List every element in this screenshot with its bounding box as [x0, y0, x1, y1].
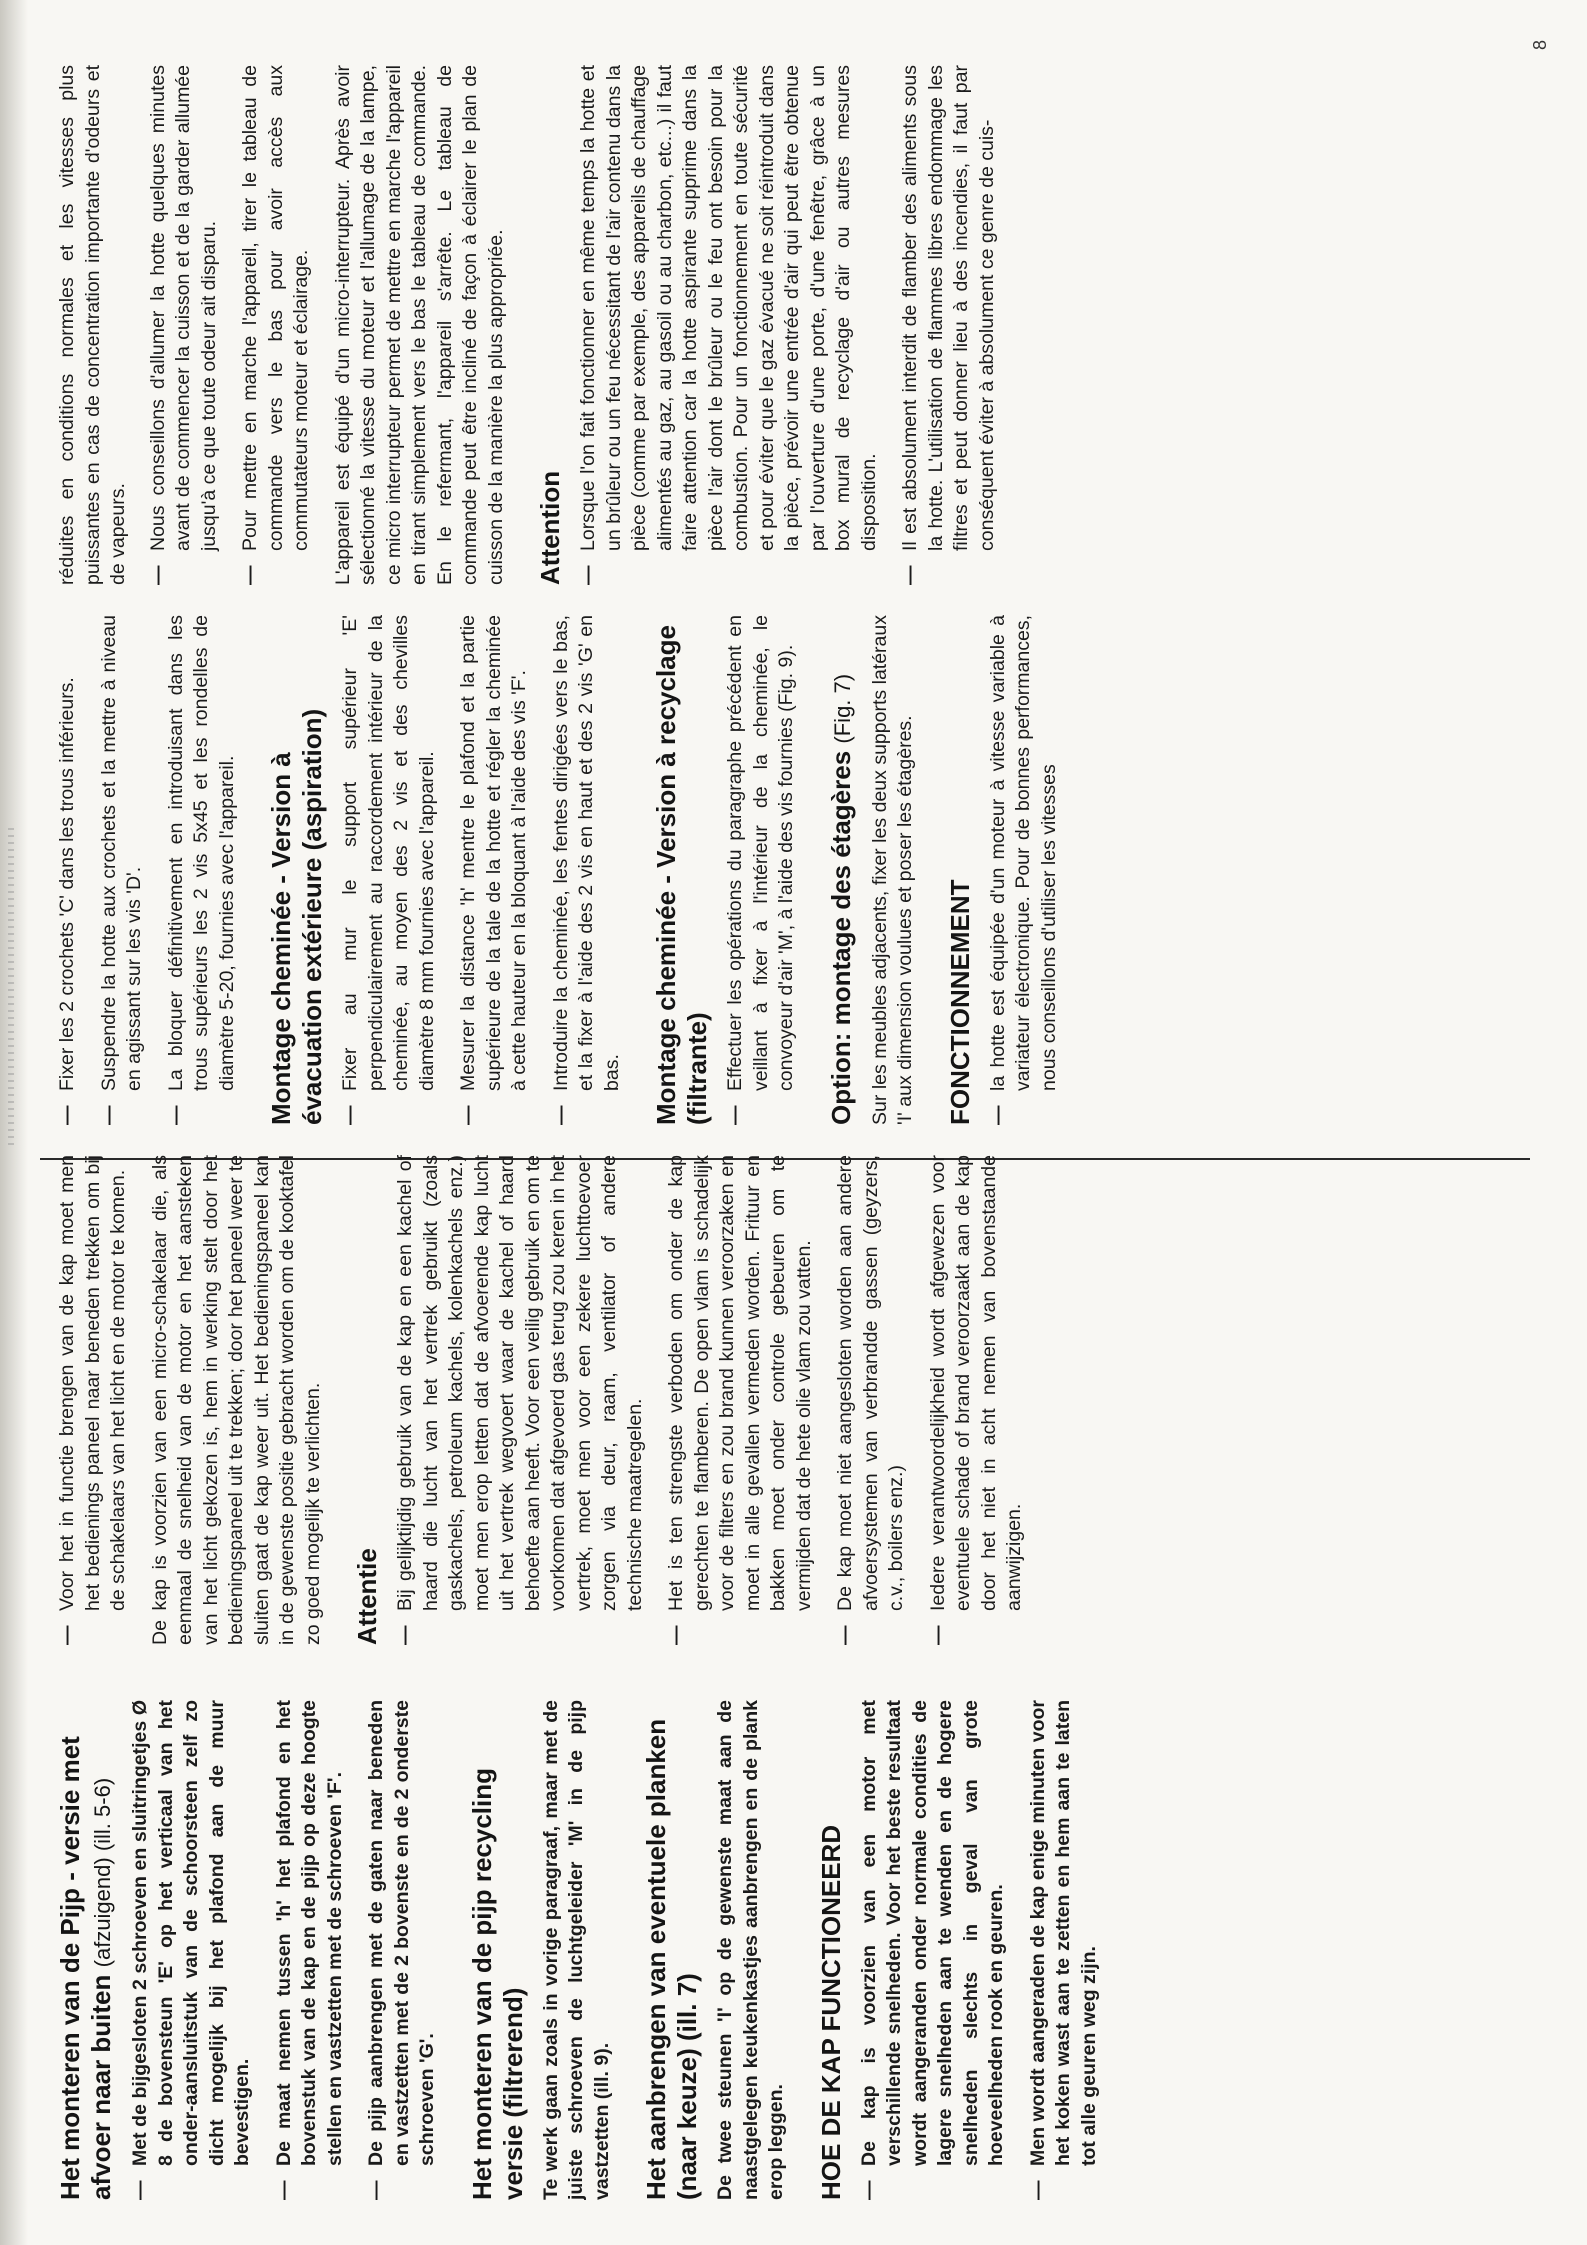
bullet-dash: —: [394, 1625, 416, 1645]
bullet-dash: —: [164, 1105, 187, 1125]
bullet-dash: —: [146, 565, 169, 585]
paragraph: Sur les meubles adjacents, fixer les deux supports latéraux 'I' aux dimension voulues et poser les étagères.: [868, 615, 916, 1125]
section-heading: [467, 1700, 529, 2200]
section-heading: [651, 615, 713, 1125]
instruction-item: [97, 615, 148, 1125]
column-dutch-installation: [55, 1700, 1505, 2200]
bullet-dash: —: [56, 1105, 78, 1125]
bullet-dash: —: [97, 1105, 120, 1125]
instruction-item: [898, 65, 1000, 585]
instruction-item: [926, 1155, 1028, 1645]
instruction-text: La bloquer définitivement en introduisant dans les trous supérieurs les 2 vis 5x45 et les rondelles de diamètre 5-20, fournies avec l'appareil.: [164, 615, 238, 1091]
instruction-item: [723, 615, 800, 1125]
bullet-dash: —: [272, 2180, 295, 2200]
instruction-text: Pour mettre en marche l'appareil, tirer le tableau de commande vers le bas pour avoir accès aux commutateurs moteur et éclairage.: [239, 65, 312, 551]
section-heading-text: Het monteren van de Pijp - versie met afvoer naar buiten: [55, 1736, 116, 2200]
section-heading-text: FONCTIONNEMENT: [944, 879, 975, 1125]
instruction-item: [238, 65, 315, 585]
section-heading-text: Attention: [535, 470, 565, 585]
instruction-item: [664, 1155, 817, 1645]
paragraph: Te werk gaan zoals in vorige paragraaf, maar met de juiste schroeven de luchtgeleider 'M' in de pijp vastzetten (ill. 9).: [539, 1700, 613, 2200]
scan-speckle: [8, 825, 14, 1145]
paragraph: réduites en conditions normales et les vitesses plus puissantes en cas de concentration importante d'odeurs et de vapeurs.: [56, 65, 129, 585]
section-heading-reference: (afzuigend) (ill. 5-6): [90, 1777, 115, 1968]
bullet-dash: —: [457, 1105, 479, 1125]
section-heading: [535, 65, 566, 585]
instruction-text: Met de bijgesloten 2 schroeven en sluitringetjes Ø 8 de bovensteun 'E' op het verticaal van het onder-aansluitstuk van de schoorsteen zelf zo dicht mogelijk bij het plafond aan de muur bevestigen.: [129, 1700, 253, 2166]
section-heading-text: Montage cheminée - Version à recyclage (filtrante): [651, 625, 712, 1125]
instruction-text: Suspendre la hotte aux crochets et la mettre à niveau en agissant sur les vis 'D'.: [97, 615, 145, 1091]
instruction-item: [986, 615, 1063, 1125]
instruction-text: Introduire la cheminée, les fentes dirigées vers le bas, et la fixer à l'aide des 2 vis en haut et des 2 vis 'G' en bas.: [549, 615, 623, 1091]
bullet-dash: —: [239, 565, 261, 585]
instruction-text: De maat nemen tussen 'h' het plafond en het bovenstuk van de kap en de pijp op deze hoogte stellen en vastzetten met de schroeven 'F'.: [272, 1700, 346, 2166]
instruction-text: Effectuer les opérations du paragraphe précédent en veillant à fixer à l'intérieur de la cheminée, le convoyeur d'air 'M', à l'aide des vis fournies (Fig. 9).: [724, 615, 797, 1091]
column-french-installation: [55, 615, 1505, 1125]
instruction-text: De kap moet niet aangesloten worden aan andere afvoersystemen van verbrandde gassen (geyzers, c.v., boilers enz.): [834, 1155, 907, 1611]
bullet-dash: —: [1026, 2180, 1049, 2200]
instruction-item: [857, 1700, 1010, 2200]
section-heading: [266, 615, 328, 1125]
instruction-text: De pijp aanbrengen met de gaten naar beneden en vastzetten met de 2 bovenste en de 2 onderste schroeven 'G'.: [365, 1700, 438, 2166]
bullet-dash: —: [857, 2180, 880, 2200]
section-heading: [641, 1700, 703, 2200]
section-heading: [55, 1700, 118, 2200]
instruction-text: Het is ten strengste verboden om onder de kap gerechten te flamberen. De open vlam is schadelijk voor de filters en zou brand kunnen veroorzaken en moet in alle gevallen vermeden worden. Frituur en bakken moet onder controle gebeuren om te vermijden dat de hete olie vlam zou vatten.: [665, 1155, 815, 1611]
paragraph: De twee steunen 'I' op de gewenste maat aan de naastgelegen keukenkastjes aanbrengen en de plank erop leggen.: [714, 1700, 787, 2200]
section-heading-text: Option: montage des étagères: [825, 750, 856, 1125]
bullet-dash: —: [549, 1105, 572, 1125]
scan-edge-shadow: [0, 0, 28, 2245]
bullet-dash: —: [834, 1625, 856, 1645]
bullet-dash: —: [899, 565, 921, 585]
instruction-text: Mesurer la distance 'h' mentre le plafond et la partie supérieure de la tale de la hotte et régler la cheminée à cette hauteur en la bloquant à l'aide des vis 'F'.: [457, 615, 530, 1091]
bullet-dash: —: [129, 2180, 151, 2200]
bullet-dash: —: [577, 565, 599, 585]
instruction-text: Bij gelijktijdig gebruik van de kap en een kachel of haard die lucht van het vertrek gebruikt (zoals gaskachels, petroleum kachels, kolenkachels enz.) moet men erop letten dat de afvoerende kap lucht uit het vertrek wegvoert waar de kachel of haard behoefte aan heeft. Voor een veilig gebruik en om te voorkomen dat afgevoerd gas terug zou keren in het vertrek, moet men voor een zekere luchttoevoer zorgen via deur, raam, ventilator of andere technische maatregelen.: [394, 1155, 646, 1611]
instruction-item: [272, 1700, 349, 2200]
bullet-dash: —: [724, 1105, 746, 1125]
page-number: 8: [1530, 39, 1550, 50]
instruction-text: Il est absolument interdit de flamber des aliments sous la hotte. L'utilisation de flammes libres endommage les filtres et peut donner lieu à des incendies, il faut par conséquent éviter à absolument ce genre de cuis-: [899, 65, 998, 551]
instruction-item: [393, 1155, 648, 1645]
section-heading: [816, 1700, 847, 2200]
column-french-operation: [55, 65, 1505, 585]
instruction-item: [456, 615, 533, 1125]
instruction-text: Fixer au mur le support supérieur 'E' perpendiculairement au raccordement intérieur de la cheminée, au moyen des 2 vis et des chevilles diamètre 8 mm fournies avec l'appareil.: [339, 615, 438, 1091]
bullet-dash: —: [56, 1625, 78, 1645]
instruction-item: [576, 65, 882, 585]
section-heading: [352, 1155, 383, 1645]
instruction-text: Nous conseillons d'allumer la hotte quelques minutes avant de commencer la cuisson et de la garder allumée jusqu'à ce que toute odeur ait disparu.: [146, 65, 220, 551]
bullet-dash: —: [339, 1105, 361, 1125]
bullet-dash: —: [665, 1625, 687, 1645]
instruction-item: [833, 1155, 910, 1645]
instruction-item: [549, 615, 626, 1125]
instruction-item: [128, 1700, 256, 2200]
instruction-item: [364, 1700, 441, 2200]
instruction-text: Men wordt aangeraden de kap enige minuten voor het koken wast aan te zetten en hem aan te laten tot alle geuren weg zijn.: [1026, 1700, 1100, 2166]
bullet-dash: —: [986, 1105, 1009, 1125]
instruction-item: [55, 615, 81, 1125]
bullet-dash: —: [365, 2180, 387, 2200]
section-heading-text: Het aanbrengen van eventuele planken (naar keuze) (ill. 7): [641, 1718, 702, 2200]
paragraph: L'appareil est équipé d'un micro-interrupteur. Après avoir sélectionné la vitesse du moteur et l'allumage de la lampe, ce micro interrupteur permet de mettre en marche l'appareil en tirant simplement vers le bas le tableau de commande. En le refermant, l'appareil s'arrête. Le tableau de commande peut être incliné de façon à éclairer le plan de cuisson de la manière la plus appropriée.: [331, 65, 507, 585]
column-dutch-operation: [55, 1155, 1505, 1645]
instruction-item: [1026, 1700, 1103, 2200]
instruction-text: Fixer les 2 crochets 'C' dans les trous inférieurs.: [56, 677, 78, 1091]
instruction-text: Voor het in functie brengen van de kap moet men het bedienings paneel naar beneden trekken om bij de schakelaars van het licht en de motor te komen.: [56, 1155, 129, 1611]
instruction-item: [146, 65, 223, 585]
section-heading: [826, 615, 858, 1125]
instruction-text: De kap is voorzien van een motor met verschillende snelheden. Voor het beste resultaat wordt aangeranden onder normale condities de lagere snelheden aan te wenden en de hogere snelheden slechts in geval van grote hoeveelheden rook en geuren.: [857, 1700, 1007, 2166]
instruction-item: [338, 615, 440, 1125]
section-heading-text: Attentie: [352, 1548, 382, 1645]
instruction-text: la hotte est équipée d'un moteur à vitesse variable à variateur électronique. Pour de bonnes performances, nous conseillons d'utiliser les vitesses: [986, 615, 1060, 1091]
paragraph: De kap is voorzien van een micro-schakelaar die, als eenmaal de snelheid van de motor en het aansteken van het licht gekozen is, hem in werking stelt door het bedieningspaneel uit te trekken; door het paneel weer te sluiten gaat de kap weer uit. Het bedieningspaneel kan in de gewenste positie gebracht worden om de kooktafel zo goed mogelijk te verlichten.: [148, 1155, 324, 1645]
instruction-text: Iedere verantwoordelijkheid wordt afgewezen voor eventuele schade of brand veroorzaakt aan de kap door het niet in acht nemen van bovenstaande aanwijzigen.: [926, 1155, 1025, 1611]
instruction-item: [55, 1155, 132, 1645]
section-heading-text: Montage cheminée - Version à évacuation extérieure (aspiration): [266, 708, 327, 1125]
instruction-text: Lorsque l'on fait fonctionner en même temps la hotte et un brûleur ou un feu nécessitant de l'air contenu dans la pièce (comme par exemple, des appareils de chauffage alimentés au gaz, au gasoil ou au charbon, etc...) il faut faire attention car la hotte aspirante supprime dans la pièce l'air dont le brûleur ou le feu ont besoin pour la combustion. Pour un fonctionnement en toute sécurité et pour éviter que le gaz évacué ne soit réintroduit dans la pièce, prévoir une entrée d'air qui peut être obtenue par l'ouverture d'une porte, d'une fenêtre, grâce à un box mural de recyclage d'air ou autres mesures disposition.: [577, 65, 880, 551]
bullet-dash: —: [926, 1625, 949, 1645]
section-heading-reference: (Fig. 7): [829, 673, 855, 744]
section-heading-text: HOE DE KAP FUNCTIONEERD: [815, 1824, 846, 2200]
instruction-item: [164, 615, 241, 1125]
section-heading: [945, 615, 976, 1125]
section-heading-text: Het monteren van de pijp recycling versie (filtrerend): [466, 1768, 528, 2200]
